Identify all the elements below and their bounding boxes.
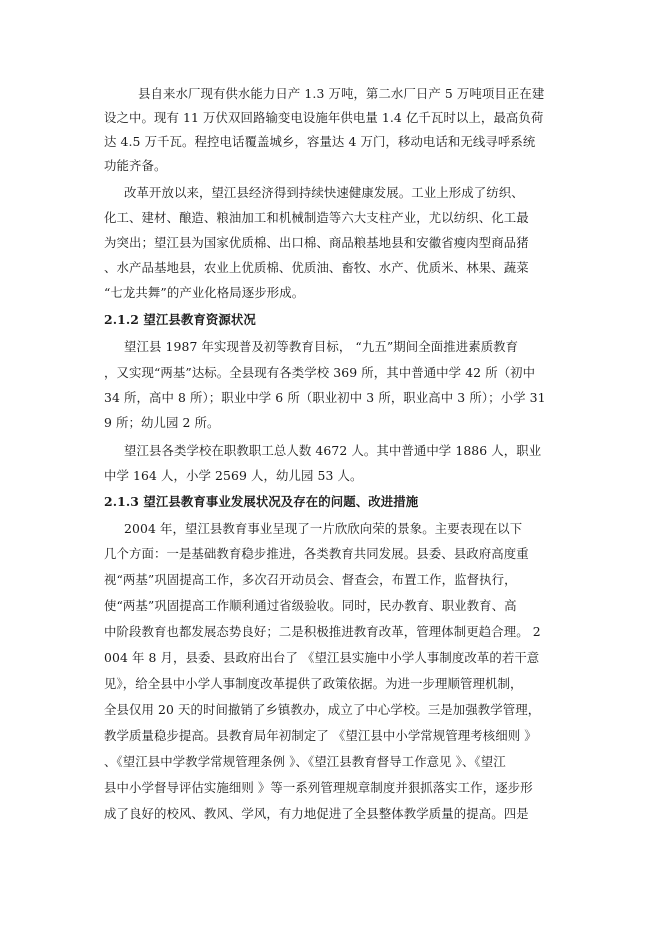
body-text-line: 教学质量稳步提高。县教育局年初制定了 《望江县中小学常规管理考核细则 》 [104, 728, 537, 743]
body-text-line: ，又实现“两基”达标。全县现有各类学校 369 所，其中普通中学 42 所（初中 [104, 365, 536, 380]
section-heading: 2.1.2 望江县教育资源状况 [104, 312, 256, 327]
body-text-line: “七龙共舞”的产业化格局逐步形成。 [104, 285, 305, 300]
body-text-line: 中阶段教育也都发展态势良好；二是积极推进教育改革，管理体制更趋合理。 2 [104, 624, 541, 639]
body-text-line: 、《望江县中学教学常规管理条例 》、《望江县教育督导工作意见 》、《望江 [104, 754, 506, 769]
body-text-line: 望江县各类学校在职教职工总人数 4672 人。其中普通中学 1886 人，职业 [124, 443, 542, 458]
body-text-line: 中学 164 人，小学 2569 人，幼儿园 53 人。 [104, 468, 363, 483]
body-text-line: 使“两基”巩固提高工作顺利通过省级验收。同时，民办教育、职业教育、高 [104, 598, 517, 613]
body-text-line: 成了良好的校风、教风、学风，有力地促进了全县整体教学质量的提高。四是 [104, 806, 529, 821]
body-text-line: 视“两基”巩固提高工作，多次召开动员会、督查会，布置工作，监督执行， [104, 572, 517, 587]
body-text-line: 设之中。现有 11 万伏双回路输变电设施年供电量 1.4 亿千瓦时以上，最高负荷 [104, 110, 544, 125]
body-text-line: 功能齐备。 [104, 158, 167, 173]
body-text-line: 、水产品基地县，农业上优质棉、优质油、畜牧、水产、优质米、林果、蔬菜 [104, 260, 529, 275]
body-text-line: 004 年 8 月，县委、县政府出台了 《望江县实施中小学人事制度改革的若干意 [104, 650, 540, 665]
body-text-line: 县自来水厂现有供水能力日产 1.3 万吨，第二水厂日产 5 万吨项目正在建 [138, 86, 545, 101]
body-text-line: 34 所，高中 8 所）；职业中学 6 所（职业初中 3 所，职业高中 3 所）；小学 31 [104, 390, 546, 405]
section-heading: 2.1.3 望江县教育事业发展状况及存在的问题、改进措施 [104, 494, 419, 509]
body-text-line: 改革开放以来，望江县经济得到持续快速健康发展。工业上形成了纺织、 [124, 185, 524, 200]
body-text-line: 全县仅用 20 天的时间撤销了乡镇教办，成立了中心学校。三是加强教学管理， [104, 702, 541, 717]
body-text-line: 达 4.5 万千瓦。程控电话覆盖城乡，容量达 4 万门，移动电话和无线寻呼系统 [104, 134, 536, 149]
body-text-line: 见》，给全县中小学人事制度改革提供了政策依据。为进一步理顺管理机制， [104, 676, 523, 691]
body-text-line: 为突出；望江县为国家优质棉、出口棉、商品粮基地县和安徽省瘦肉型商品猪 [104, 235, 529, 250]
body-text-line: 县中小学督导评估实施细则 》等一系列管理规章制度并狠抓落实工作，逐步形 [104, 780, 533, 795]
body-text-line: 9 所；幼儿园 2 所。 [104, 415, 220, 430]
body-text-line: 2004 年，望江县教育事业呈现了一片欣欣向荣的景象。主要表现在以下 [124, 521, 523, 536]
body-text-line: 望江县 1987 年实现普及初等教育目标， “九五”期间全面推进素质教育 [124, 339, 519, 354]
body-text-line: 几个方面：一是基础教育稳步推进，各类教育共同发展。县委、县政府高度重 [104, 546, 529, 561]
body-text-line: 化工、建材、酿造、粮油加工和机械制造等六大支柱产业，尤以纺织、化工最 [104, 210, 529, 225]
